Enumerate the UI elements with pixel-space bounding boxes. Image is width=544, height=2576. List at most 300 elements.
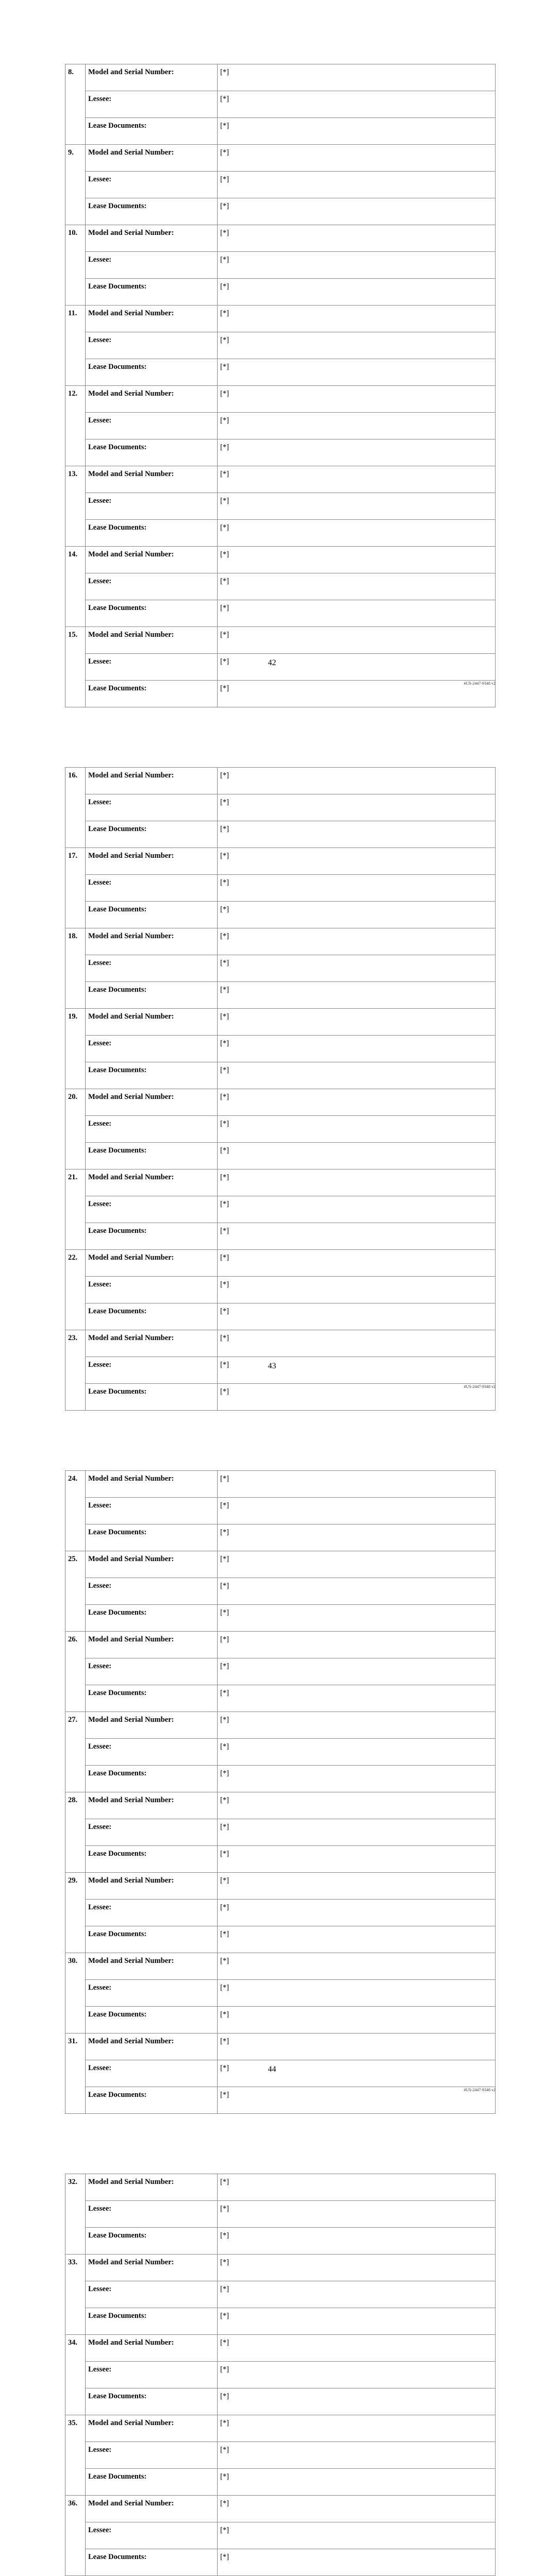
item-row-lease-documents [65, 1846, 496, 1873]
lease-documents-label: Lease Documents: [86, 982, 218, 1009]
item-row-model [65, 386, 496, 413]
item-row-model [65, 1009, 496, 1036]
lease-documents-label: Lease Documents: [86, 1303, 218, 1330]
lease-documents-label: Lease Documents: [86, 2388, 218, 2415]
model-serial-value: [*] [218, 1009, 496, 1036]
schedule-table [65, 1470, 496, 2114]
lessee-value: [*] [218, 1658, 496, 1685]
model-serial-value: [*] [218, 2335, 496, 2362]
item-number: 30. [65, 1953, 86, 2033]
item-number: 25. [65, 1551, 86, 1632]
schedule-body [65, 1471, 496, 2114]
document-page [0, 703, 544, 1406]
item-row-lessee [65, 1196, 496, 1223]
item-row-lessee [65, 2522, 496, 2549]
item-number: 26. [65, 1632, 86, 1712]
schedule-body [65, 64, 496, 707]
lessee-label: Lessee: [86, 2522, 218, 2549]
lessee-value: [*] [218, 172, 496, 198]
model-serial-label: Model and Serial Number: [86, 1632, 218, 1658]
item-row-lessee [65, 794, 496, 821]
page-number: 44 [268, 2065, 276, 2074]
lessee-value: [*] [218, 1819, 496, 1846]
item-row-model [65, 2496, 496, 2522]
lessee-value: [*] [218, 1116, 496, 1143]
lessee-label: Lessee: [86, 1658, 218, 1685]
item-row-lessee [65, 493, 496, 520]
lessee-label: Lessee: [86, 955, 218, 982]
model-serial-label: Model and Serial Number: [86, 2174, 218, 2201]
item-row-lease-documents [65, 2007, 496, 2033]
lease-documents-label: Lease Documents: [86, 2228, 218, 2255]
item-row-lessee [65, 1739, 496, 1766]
model-serial-value: [*] [218, 1089, 496, 1116]
schedule-body [65, 768, 496, 1411]
item-row-lease-documents [65, 2549, 496, 2576]
model-serial-label: Model and Serial Number: [86, 466, 218, 493]
item-row-model [65, 768, 496, 794]
item-row-lease-documents [65, 1766, 496, 1792]
model-serial-value: [*] [218, 1250, 496, 1277]
model-serial-label: Model and Serial Number: [86, 2496, 218, 2522]
item-row-lessee [65, 875, 496, 902]
lease-documents-label: Lease Documents: [86, 1846, 218, 1873]
lease-documents-value: [*] [218, 118, 496, 145]
item-row-lessee [65, 1900, 496, 1926]
model-serial-value: [*] [218, 768, 496, 794]
document-page [0, 1406, 544, 2110]
item-row-lessee [65, 1658, 496, 1685]
lease-documents-label: Lease Documents: [86, 2308, 218, 2335]
item-number: 29. [65, 1873, 86, 1953]
lease-documents-label: Lease Documents: [86, 2087, 218, 2114]
lessee-value: [*] [218, 91, 496, 118]
lessee-label: Lessee: [86, 1578, 218, 1605]
lease-documents-label: Lease Documents: [86, 681, 218, 707]
model-serial-value: [*] [218, 1471, 496, 1498]
item-number: 33. [65, 2255, 86, 2335]
lease-documents-label: Lease Documents: [86, 359, 218, 386]
item-row-model [65, 2033, 496, 2060]
lease-documents-label: Lease Documents: [86, 118, 218, 145]
lessee-value: [*] [218, 1739, 496, 1766]
page-number: 43 [268, 1362, 276, 1370]
item-number: 8. [65, 64, 86, 145]
lessee-label: Lessee: [86, 91, 218, 118]
lessee-label: Lessee: [86, 1036, 218, 1062]
lease-documents-value: [*] [218, 2549, 496, 2576]
model-serial-value: [*] [218, 306, 496, 332]
item-row-lessee [65, 2362, 496, 2388]
item-row-model [65, 64, 496, 91]
model-serial-label: Model and Serial Number: [86, 2335, 218, 2362]
item-row-lease-documents [65, 2469, 496, 2496]
item-row-lessee [65, 172, 496, 198]
lease-documents-value: [*] [218, 2388, 496, 2415]
lessee-label: Lessee: [86, 2442, 218, 2469]
lessee-value: [*] [218, 2522, 496, 2549]
item-row-model [65, 1551, 496, 1578]
lessee-value: [*] [218, 875, 496, 902]
item-row-lease-documents [65, 600, 496, 627]
item-row-lessee [65, 1819, 496, 1846]
item-row-model [65, 1712, 496, 1739]
item-row-lease-documents [65, 118, 496, 145]
item-row-lease-documents [65, 520, 496, 547]
lessee-label: Lessee: [86, 493, 218, 520]
model-serial-label: Model and Serial Number: [86, 1170, 218, 1196]
lease-documents-value: [*] [218, 2228, 496, 2255]
item-number: 35. [65, 2415, 86, 2496]
item-row-lease-documents [65, 1605, 496, 1632]
lease-documents-value: [*] [218, 1143, 496, 1170]
model-serial-label: Model and Serial Number: [86, 1792, 218, 1819]
model-serial-label: Model and Serial Number: [86, 1330, 218, 1357]
item-number: 14. [65, 547, 86, 627]
item-row-lease-documents [65, 1223, 496, 1250]
item-number: 23. [65, 1330, 86, 1411]
item-row-model [65, 145, 496, 172]
lessee-label: Lessee: [86, 1819, 218, 1846]
page-number: 42 [268, 658, 276, 667]
lease-documents-label: Lease Documents: [86, 520, 218, 547]
item-row-lessee [65, 1578, 496, 1605]
item-row-lease-documents [65, 1143, 496, 1170]
document-id: #US-2447-9348 v2 [464, 681, 496, 686]
model-serial-label: Model and Serial Number: [86, 627, 218, 654]
model-serial-value: [*] [218, 64, 496, 91]
lessee-value: [*] [218, 955, 496, 982]
lease-documents-value: [*] [218, 198, 496, 225]
model-serial-value: [*] [218, 1632, 496, 1658]
item-row-model [65, 2335, 496, 2362]
lease-documents-label: Lease Documents: [86, 1605, 218, 1632]
lessee-label: Lessee: [86, 1196, 218, 1223]
lease-documents-label: Lease Documents: [86, 279, 218, 306]
item-number: 32. [65, 2174, 86, 2255]
document-id: #US-2447-9348 v2 [464, 2088, 496, 2092]
lease-documents-value: [*] [218, 1384, 496, 1411]
item-number: 31. [65, 2033, 86, 2114]
lessee-value: [*] [218, 2362, 496, 2388]
item-row-lessee [65, 955, 496, 982]
lessee-value: [*] [218, 1980, 496, 2007]
lease-documents-value: [*] [218, 1062, 496, 1089]
model-serial-label: Model and Serial Number: [86, 306, 218, 332]
item-row-lease-documents [65, 2228, 496, 2255]
model-serial-value: [*] [218, 2255, 496, 2281]
lessee-value: [*] [218, 1578, 496, 1605]
item-number: 17. [65, 848, 86, 928]
item-row-model [65, 2415, 496, 2442]
model-serial-value: [*] [218, 1953, 496, 1980]
item-row-model [65, 1089, 496, 1116]
item-row-lease-documents [65, 198, 496, 225]
lease-documents-value: [*] [218, 2469, 496, 2496]
schedule-table [65, 2174, 496, 2576]
lessee-value: [*] [218, 2201, 496, 2228]
lessee-label: Lessee: [86, 1277, 218, 1303]
lease-documents-label: Lease Documents: [86, 1223, 218, 1250]
schedule-table [65, 767, 496, 1411]
lessee-value: [*] [218, 493, 496, 520]
lessee-value: [*] [218, 2442, 496, 2469]
lessee-label: Lessee: [86, 1357, 218, 1384]
model-serial-label: Model and Serial Number: [86, 64, 218, 91]
model-serial-label: Model and Serial Number: [86, 928, 218, 955]
item-row-model [65, 1330, 496, 1357]
model-serial-label: Model and Serial Number: [86, 2415, 218, 2442]
lease-documents-value: [*] [218, 821, 496, 848]
lease-documents-label: Lease Documents: [86, 2007, 218, 2033]
lease-documents-label: Lease Documents: [86, 1384, 218, 1411]
document-page [0, 2110, 544, 2576]
item-row-model [65, 928, 496, 955]
item-number: 9. [65, 145, 86, 225]
model-serial-label: Model and Serial Number: [86, 1089, 218, 1116]
item-row-model [65, 627, 496, 654]
item-number: 28. [65, 1792, 86, 1873]
lessee-label: Lessee: [86, 573, 218, 600]
item-row-lease-documents [65, 1303, 496, 1330]
item-number: 19. [65, 1009, 86, 1089]
lessee-label: Lessee: [86, 252, 218, 279]
item-row-lease-documents [65, 2308, 496, 2335]
item-number: 20. [65, 1089, 86, 1170]
model-serial-value: [*] [218, 1551, 496, 1578]
lessee-value: [*] [218, 252, 496, 279]
lease-documents-label: Lease Documents: [86, 1143, 218, 1170]
model-serial-value: [*] [218, 145, 496, 172]
model-serial-value: [*] [218, 1792, 496, 1819]
model-serial-label: Model and Serial Number: [86, 848, 218, 875]
item-number: 21. [65, 1170, 86, 1250]
model-serial-label: Model and Serial Number: [86, 1953, 218, 1980]
item-row-lease-documents [65, 902, 496, 928]
item-row-model [65, 1471, 496, 1498]
item-row-lease-documents [65, 1926, 496, 1953]
model-serial-value: [*] [218, 547, 496, 573]
item-number: 10. [65, 225, 86, 306]
model-serial-label: Model and Serial Number: [86, 145, 218, 172]
item-row-model [65, 306, 496, 332]
lease-documents-label: Lease Documents: [86, 2469, 218, 2496]
lease-documents-value: [*] [218, 1846, 496, 1873]
item-row-lease-documents [65, 359, 496, 386]
lease-documents-label: Lease Documents: [86, 1766, 218, 1792]
item-row-lease-documents [65, 1524, 496, 1551]
item-row-lessee [65, 2201, 496, 2228]
item-row-lessee [65, 1980, 496, 2007]
lessee-label: Lessee: [86, 172, 218, 198]
lease-documents-label: Lease Documents: [86, 2549, 218, 2576]
item-row-lessee [65, 332, 496, 359]
item-row-lease-documents [65, 821, 496, 848]
lease-documents-label: Lease Documents: [86, 821, 218, 848]
item-row-lease-documents [65, 982, 496, 1009]
lease-documents-value: [*] [218, 982, 496, 1009]
item-number: 22. [65, 1250, 86, 1330]
model-serial-value: [*] [218, 225, 496, 252]
lessee-label: Lessee: [86, 1739, 218, 1766]
model-serial-label: Model and Serial Number: [86, 768, 218, 794]
item-row-model [65, 848, 496, 875]
lessee-value: [*] [218, 1498, 496, 1524]
item-row-lessee [65, 413, 496, 439]
model-serial-value: [*] [218, 2496, 496, 2522]
lease-documents-value: [*] [218, 681, 496, 707]
model-serial-label: Model and Serial Number: [86, 1009, 218, 1036]
item-number: 36. [65, 2496, 86, 2576]
lease-documents-label: Lease Documents: [86, 902, 218, 928]
item-row-lessee [65, 1036, 496, 1062]
item-row-model [65, 1632, 496, 1658]
model-serial-value: [*] [218, 1873, 496, 1900]
lessee-value: [*] [218, 1900, 496, 1926]
schedule-body [65, 2174, 496, 2576]
model-serial-label: Model and Serial Number: [86, 225, 218, 252]
lessee-label: Lessee: [86, 654, 218, 681]
lessee-value: [*] [218, 1357, 496, 1384]
item-row-model [65, 1792, 496, 1819]
lease-documents-value: [*] [218, 1766, 496, 1792]
model-serial-label: Model and Serial Number: [86, 1551, 218, 1578]
item-row-model [65, 466, 496, 493]
item-row-lessee [65, 2442, 496, 2469]
lessee-value: [*] [218, 1277, 496, 1303]
item-number: 27. [65, 1712, 86, 1792]
model-serial-value: [*] [218, 386, 496, 413]
lessee-label: Lessee: [86, 1116, 218, 1143]
model-serial-value: [*] [218, 2033, 496, 2060]
lease-documents-value: [*] [218, 1524, 496, 1551]
lease-documents-value: [*] [218, 1685, 496, 1712]
lease-documents-value: [*] [218, 902, 496, 928]
model-serial-label: Model and Serial Number: [86, 1471, 218, 1498]
item-row-model [65, 2174, 496, 2201]
item-number: 15. [65, 627, 86, 707]
lease-documents-value: [*] [218, 2308, 496, 2335]
model-serial-label: Model and Serial Number: [86, 1712, 218, 1739]
model-serial-value: [*] [218, 1712, 496, 1739]
lessee-label: Lessee: [86, 2060, 218, 2087]
lessee-value: [*] [218, 654, 496, 681]
item-row-lease-documents [65, 2388, 496, 2415]
model-serial-value: [*] [218, 627, 496, 654]
lessee-label: Lessee: [86, 332, 218, 359]
lessee-label: Lessee: [86, 794, 218, 821]
item-row-lessee [65, 1498, 496, 1524]
item-row-lessee [65, 1116, 496, 1143]
item-row-model [65, 2255, 496, 2281]
lessee-value: [*] [218, 1196, 496, 1223]
document-id: #US-2447-9348 v2 [464, 1384, 496, 1389]
model-serial-label: Model and Serial Number: [86, 2033, 218, 2060]
item-row-model [65, 1250, 496, 1277]
item-row-lessee [65, 252, 496, 279]
model-serial-value: [*] [218, 1330, 496, 1357]
lessee-value: [*] [218, 413, 496, 439]
lessee-value: [*] [218, 1036, 496, 1062]
item-number: 34. [65, 2335, 86, 2415]
item-row-model [65, 1170, 496, 1196]
model-serial-value: [*] [218, 2415, 496, 2442]
item-row-lessee [65, 2281, 496, 2308]
item-row-lease-documents [65, 439, 496, 466]
lease-documents-value: [*] [218, 1605, 496, 1632]
lessee-label: Lessee: [86, 2281, 218, 2308]
item-row-lease-documents [65, 279, 496, 306]
lessee-label: Lessee: [86, 2201, 218, 2228]
lessee-label: Lessee: [86, 1498, 218, 1524]
item-number: 18. [65, 928, 86, 1009]
lease-documents-value: [*] [218, 439, 496, 466]
model-serial-value: [*] [218, 928, 496, 955]
model-serial-value: [*] [218, 1170, 496, 1196]
model-serial-label: Model and Serial Number: [86, 1250, 218, 1277]
lessee-label: Lessee: [86, 1980, 218, 2007]
lessee-value: [*] [218, 332, 496, 359]
model-serial-value: [*] [218, 2174, 496, 2201]
lease-documents-value: [*] [218, 2087, 496, 2114]
lease-documents-value: [*] [218, 520, 496, 547]
item-number: 11. [65, 306, 86, 386]
item-row-lessee [65, 91, 496, 118]
model-serial-label: Model and Serial Number: [86, 547, 218, 573]
lessee-label: Lessee: [86, 2362, 218, 2388]
item-row-model [65, 1873, 496, 1900]
model-serial-value: [*] [218, 466, 496, 493]
item-number: 24. [65, 1471, 86, 1551]
item-row-lessee [65, 1277, 496, 1303]
item-number: 16. [65, 768, 86, 848]
item-number: 12. [65, 386, 86, 466]
lease-documents-value: [*] [218, 1223, 496, 1250]
schedule-table [65, 64, 496, 707]
lessee-label: Lessee: [86, 1900, 218, 1926]
lease-documents-label: Lease Documents: [86, 1062, 218, 1089]
item-row-model [65, 547, 496, 573]
lease-documents-value: [*] [218, 279, 496, 306]
item-row-lessee [65, 573, 496, 600]
lease-documents-label: Lease Documents: [86, 439, 218, 466]
lease-documents-value: [*] [218, 359, 496, 386]
item-number: 13. [65, 466, 86, 547]
lessee-label: Lessee: [86, 413, 218, 439]
lease-documents-label: Lease Documents: [86, 1524, 218, 1551]
lessee-value: [*] [218, 2281, 496, 2308]
item-row-lease-documents [65, 1685, 496, 1712]
lease-documents-value: [*] [218, 600, 496, 627]
model-serial-label: Model and Serial Number: [86, 2255, 218, 2281]
lease-documents-label: Lease Documents: [86, 600, 218, 627]
item-row-model [65, 1953, 496, 1980]
lease-documents-value: [*] [218, 1926, 496, 1953]
item-row-model [65, 225, 496, 252]
lease-documents-label: Lease Documents: [86, 198, 218, 225]
lease-documents-value: [*] [218, 1303, 496, 1330]
lease-documents-value: [*] [218, 2007, 496, 2033]
lease-documents-label: Lease Documents: [86, 1926, 218, 1953]
lease-documents-label: Lease Documents: [86, 1685, 218, 1712]
lessee-value: [*] [218, 2060, 496, 2087]
document-page [0, 0, 544, 703]
lessee-value: [*] [218, 794, 496, 821]
model-serial-value: [*] [218, 848, 496, 875]
lessee-label: Lessee: [86, 875, 218, 902]
model-serial-label: Model and Serial Number: [86, 386, 218, 413]
lessee-value: [*] [218, 573, 496, 600]
